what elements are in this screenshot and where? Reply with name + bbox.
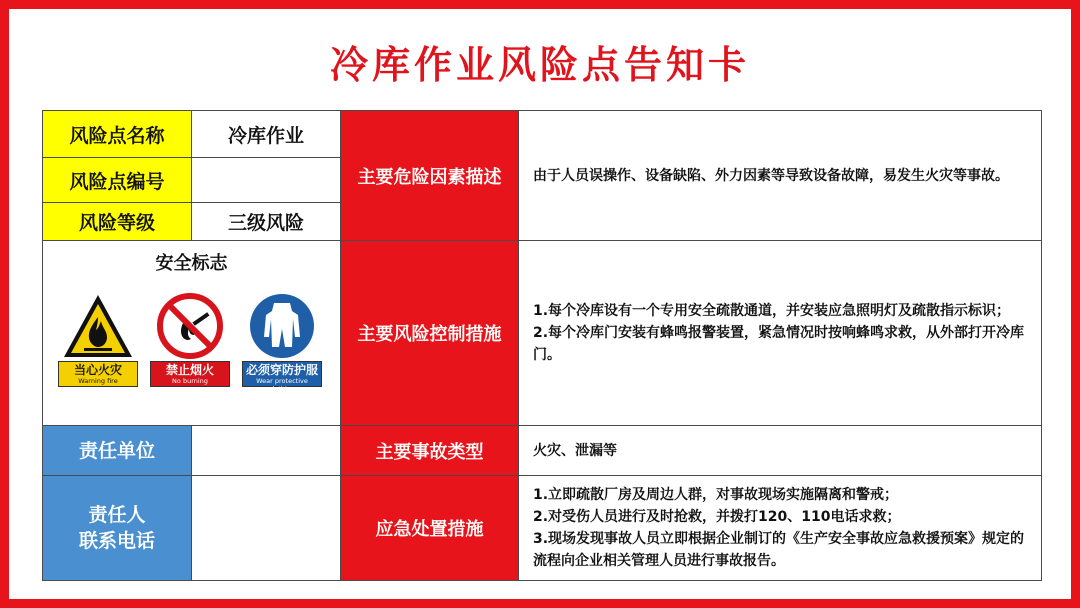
risk-name-value: 冷库作业 <box>192 111 341 158</box>
control-label: 主要风险控制措施 <box>341 241 519 426</box>
hazard-description <box>519 111 1042 241</box>
responsible-person-label-line2: 联系电话 <box>78 530 155 552</box>
control-item: 2.每个冷库门安装有蜂鸣报警装置，紧急情况时按响蜂鸣求救，从外部打开冷库门。 <box>533 325 1025 363</box>
sign-protective-clothing-label: 必须穿防护服 Wear protective clothing <box>242 361 322 387</box>
emergency-item: 1.立即疏散厂房及周边人群，对事故现场实施隔离和警戒； <box>533 487 899 503</box>
risk-code-label: 风险点编号 <box>43 158 192 203</box>
flammable-warning-icon <box>62 293 134 359</box>
safety-signs-row <box>43 275 340 425</box>
hazard-text: 由于人员误操作、设备缺陷、外力因素等导致设备故障，易发生火灾等事故。 <box>533 167 1009 184</box>
sign-warning-fire-label: 当心火灾 Warning fire <box>58 361 138 387</box>
responsible-person-value <box>192 476 341 581</box>
sign-no-burning <box>149 293 231 387</box>
no-smoking-icon <box>154 293 226 359</box>
protective-clothing-icon <box>246 293 318 359</box>
risk-level-label: 风险等级 <box>43 203 192 241</box>
responsible-person-label-line1: 责任人 <box>88 504 146 526</box>
emergency-measures <box>519 476 1042 581</box>
emergency-item: 3.现场发现事故人员立即根据企业制订的《生产安全事故应急救援预案》规定的流程向企业相关管理人员进行事故报告。 <box>533 531 1025 569</box>
emergency-item: 2.对受伤人员进行及时抢救，并拨打120、110电话求救； <box>533 509 901 525</box>
risk-card-table <box>42 110 1042 581</box>
risk-code-value <box>192 158 341 203</box>
control-item: 1.每个冷库设有一个专用安全疏散通道，并安装应急照明灯及疏散指示标识； <box>533 303 1011 319</box>
responsible-unit-label: 责任单位 <box>43 426 192 476</box>
responsible-unit-value <box>192 426 341 476</box>
emergency-label: 应急处置措施 <box>341 476 519 581</box>
responsible-person-label <box>43 476 192 581</box>
sign-warning-fire <box>57 293 139 387</box>
risk-level-value: 三级风险 <box>192 203 341 241</box>
risk-name-label: 风险点名称 <box>43 111 192 158</box>
accident-type-label: 主要事故类型 <box>341 426 519 476</box>
safety-signs-panel <box>43 241 341 426</box>
accident-type-text: 火灾、泄漏等 <box>519 426 1042 476</box>
page-title: 冷库作业风险点告知卡 <box>329 43 750 87</box>
sign-no-burning-label: 禁止烟火 No burning <box>150 361 230 387</box>
hazard-label: 主要危险因素描述 <box>341 111 519 241</box>
safety-signs-title: 安全标志 <box>155 253 228 274</box>
control-measures <box>519 241 1042 426</box>
sign-protective-clothing <box>241 293 323 393</box>
